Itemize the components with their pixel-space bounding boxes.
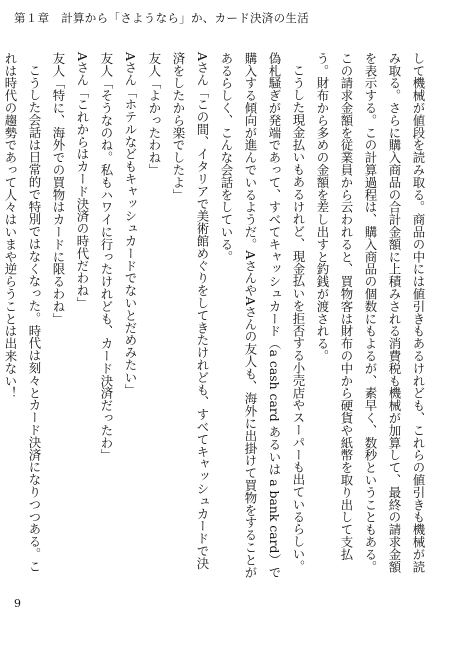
page-number: 9 bbox=[14, 597, 21, 610]
dialog-line: Aさん「これからはカード決済の時代だわね」 bbox=[75, 52, 90, 309]
dialog-line: 友人「よかったわね」 bbox=[147, 52, 162, 176]
dialog-line: Aさん「この間、イタリアで美術館めぐりをしてきたけれども、すべてキャッシュカードで決済をしたから楽でしたよ」 bbox=[171, 52, 210, 570]
body-text bbox=[3, 52, 430, 580]
paragraph: こうした会話は日常的で特別ではなくなった。時代は刻々とカード決済になりつつある。これは時代の趨勢であって人々はいまや逆らうことは出来ない！ bbox=[3, 52, 42, 573]
dialog-line: 友人「特に、海外での買物はカードに限るわね」 bbox=[51, 52, 66, 325]
dialog-line: Aさん「ホテルなどもキャッシュカードでないとだめみたい」 bbox=[123, 52, 138, 396]
paragraph: こうした現金払いもあるけれど、現金払いを拒否する小売店やスーパーも出ているらしい。偽札騒ぎが発端であって、すべてキャッシュカード（a cash card あるいは a bank card）で購入する傾向が進んでいるようだ。AさんやAさんの友人も、海外に出掛けて買物をすることがあるらしく、こんな会話をしている。 bbox=[219, 52, 306, 579]
dialog-line: 友人「そうなのね。私もハワイに行ったけれども、カード決済だったわ」 bbox=[99, 52, 114, 462]
paragraph: して機械が値段を読み取る。商品の中には値引きもあるけれども、これらの値引きも機械が読み取る。さらに購入商品の合計金額に上積みされる消費税も機械が加算して、最終の請求金額を表示する。この計算過程は、購入商品の個数にもよるが、素早く、数秒ということもある。この請求金額を従業員から云われると、買物客は財布の中から硬貨や紙幣を取り出して支払う。財布から多めの金額を差し出すと釣銭が渡される。 bbox=[315, 52, 426, 573]
running-head: 第１章 計算から「さようなら」か、カード決済の生活 bbox=[14, 11, 309, 25]
